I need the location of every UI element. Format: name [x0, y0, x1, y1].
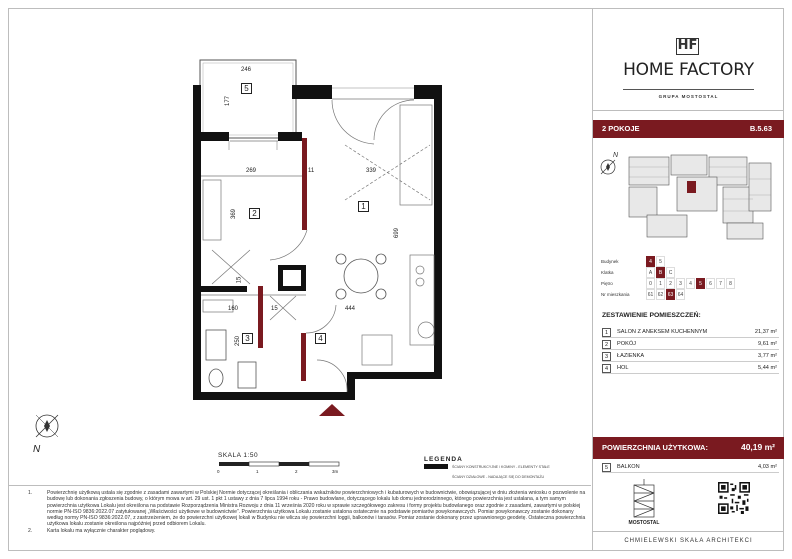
- dimension-bath-width: 160: [228, 306, 239, 312]
- dimension-room1-depth: 699: [394, 227, 401, 239]
- brand-logo: [593, 9, 784, 111]
- scale-tick-0: 0: [217, 469, 220, 474]
- legend-item-structural: ŚCIANY KONSTRUKCYJNE / KOMINY - ELEMENTY STAŁE: [452, 465, 550, 469]
- room-label-2: 2: [249, 208, 260, 219]
- scale-tick-2: 2: [295, 469, 298, 474]
- room-row: [602, 351, 779, 362]
- selector-cell[interactable]: B: [656, 267, 665, 278]
- partition-walls: [258, 138, 307, 381]
- svg-text:N: N: [613, 152, 619, 159]
- room-number: 1: [602, 328, 611, 337]
- room-name: HOL: [617, 365, 629, 371]
- note-1-number: 1.: [28, 490, 33, 496]
- selector-cell[interactable]: 6: [706, 278, 715, 289]
- site-compass-icon: [597, 149, 619, 179]
- scale-tick-3: 3m: [332, 469, 339, 474]
- room-area: 4,03 m²: [758, 464, 777, 470]
- room-row: [602, 327, 779, 338]
- selector-cell[interactable]: 5: [656, 256, 665, 267]
- selector-row-label: Nr mieszkania: [601, 292, 630, 297]
- legend-item-partition: ŚCIANY DZIAŁOWE - NADAJĄCE SIĘ DO DEMONTAŻU: [452, 475, 545, 479]
- selector-cell[interactable]: 64: [676, 289, 685, 300]
- brand-rule: [623, 89, 754, 90]
- note-2-number: 2.: [28, 527, 33, 534]
- dimension-bath-depth: 250: [235, 335, 242, 347]
- selector-cell[interactable]: 7: [716, 278, 725, 289]
- room-number: 5: [602, 463, 611, 472]
- selector-cell[interactable]: 0: [646, 278, 655, 289]
- dimension-balcony-width: 246: [241, 67, 252, 73]
- room-number: 2: [602, 340, 611, 349]
- notes: [9, 485, 591, 534]
- brand-mark: HF: [677, 38, 698, 53]
- selector-cell[interactable]: 62: [656, 289, 665, 300]
- selector-cell[interactable]: A: [646, 267, 655, 278]
- room-name: BALKON: [617, 464, 640, 470]
- selector-row-label: Budynek: [601, 259, 619, 264]
- balcony-inner: [203, 63, 293, 135]
- selector-cell[interactable]: 2: [666, 278, 675, 289]
- usable-area-bar: [593, 437, 784, 459]
- unit-header: [593, 120, 784, 138]
- unit-rooms: 2 POKOJE: [602, 124, 640, 133]
- room-number: 4: [602, 364, 611, 373]
- extra-row: [602, 462, 779, 473]
- architects: CHMIELEWSKI SKAŁA ARCHITEKCI: [593, 531, 784, 550]
- selector-cell[interactable]: C: [666, 267, 675, 278]
- room-name: SALON Z ANEKSEM KUCHENNYM: [617, 329, 708, 335]
- structural-walls: [193, 85, 442, 400]
- room-label-4: 4: [315, 333, 326, 344]
- room-area: 21,37 m²: [754, 329, 777, 335]
- scale-bar: [219, 462, 339, 466]
- dimension-room2-width: 269: [246, 168, 257, 174]
- room-area: 5,44 m²: [758, 365, 777, 371]
- dimension-wall-15a: 15: [236, 276, 243, 284]
- selector-cell[interactable]: 4: [686, 278, 695, 289]
- site-plan-map: [627, 153, 775, 241]
- dimension-room1-width: 339: [366, 168, 377, 174]
- info-panel: [592, 9, 783, 550]
- selector-cell[interactable]: 63: [666, 289, 675, 300]
- note-1-text: Powierzchnię użytkową ustala się zgodnie z zasadami zawartymi w Polskiej Normie dotyczącej określania i obliczania wskaźników powierzchniowych i kubaturowych w budownictwie, obowiązującej w dniu złożenia wniosku o pozwolenie na budowę lub dokonania zgłoszenia budowy, o którym mowa w art. 29 ust. 1 pkt 1 ustawy z dnia 7 lipca 1994 roku - Prawo budowlane, dotyczącego lokalu lub domu jednorodzinnego, którego powierzchnia jest ustalana, a tym samym powierzchnia użytkowa Lokalu jest określona na podstawie Rozporządzenia Ministra Rozwoju z dnia 11 września 2020 roku w sprawie szczegółowego zakresu i formy projektu budowlanego oraz zgodnie z zasadami, zawartymi w polskiej normie PN-ISO 9836:2022.07 zatytułowanej „Właściwości użytkowe w budownictwie”. Powierzchnia użytkowa Lokalu zostanie ustalona ostatecznie na podstawie pomiarów powykonawczych. Pomiar powykonawczy zostanie dokonany według normy PN-ISO 9836:2022.07, z zastrzeżeniem, że do powierzchni użytkowej lokali w Budynku nie wlicza się powierzchni loggii, balkonów i tarasów. Pomiar zostanie dokonany przez uprawnionego geodetę. Ostateczna powierzchnia użytkowa lokalu zostanie określona najpóźniej przed odbiorem Lokalu.: [47, 490, 586, 528]
- brand-name: HOME FACTORY: [623, 60, 754, 80]
- mostostal-logo: [627, 479, 661, 527]
- compass-icon: [36, 415, 58, 437]
- unit-code: B.5.63: [749, 124, 772, 133]
- room-row: [602, 339, 779, 350]
- usable-area-value: 40,19 m²: [740, 442, 775, 452]
- scale-title: SKALA 1:50: [218, 452, 259, 459]
- note-2: [9, 528, 591, 534]
- dimension-wall-15b: 15: [271, 306, 278, 312]
- dimension-wall-11: 11: [308, 168, 315, 174]
- room-row: [602, 363, 779, 374]
- compass-label: N: [33, 444, 41, 455]
- dimension-room2-depth: 369: [231, 208, 238, 220]
- brand-group: GRUPA MOSTOSTAL: [658, 94, 719, 99]
- dimension-hall-width: 444: [345, 306, 356, 312]
- entrance-arrow: [319, 404, 345, 416]
- usable-area-label: POWIERZCHNIA UŻYTKOWA:: [602, 443, 708, 452]
- selector-cell[interactable]: 3: [676, 278, 685, 289]
- room-label-3: 3: [242, 333, 253, 344]
- room-number: 3: [602, 352, 611, 361]
- dimension-balcony-depth: 177: [225, 95, 232, 107]
- interior-lines: [201, 99, 434, 392]
- note-2-text: Karta lokalu ma wyłącznie charakter poglądowy.: [47, 527, 156, 534]
- scale-tick-1: 1: [256, 469, 259, 474]
- qr-code: [718, 482, 750, 514]
- selector-row-label: Klatka: [601, 270, 614, 275]
- legend-title: LEGENDA: [424, 456, 463, 463]
- selector-cell[interactable]: 61: [646, 289, 655, 300]
- room-name: ŁAZIENKA: [617, 353, 645, 359]
- selector-cell[interactable]: 5: [696, 278, 705, 289]
- selector-row-label: Piętro: [601, 281, 613, 286]
- mostostal-label: MOSTOSTAL: [628, 520, 660, 526]
- room-area: 3,77 m²: [758, 353, 777, 359]
- rooms-header: ZESTAWIENIE POMIESZCZEŃ:: [602, 312, 701, 319]
- room-label-1: 1: [358, 201, 369, 212]
- legend-swatch-structural: [424, 464, 448, 469]
- shaft-hole: [283, 270, 301, 286]
- selector-cell[interactable]: 4: [646, 256, 655, 267]
- room-label-5: 5: [241, 83, 252, 94]
- dining-table: [336, 254, 386, 299]
- selector-cell[interactable]: 8: [726, 278, 735, 289]
- room-area: 9,61 m²: [758, 341, 777, 347]
- note-1: [9, 490, 591, 528]
- room-name: POKÓJ: [617, 341, 636, 347]
- selector-cell[interactable]: 1: [656, 278, 665, 289]
